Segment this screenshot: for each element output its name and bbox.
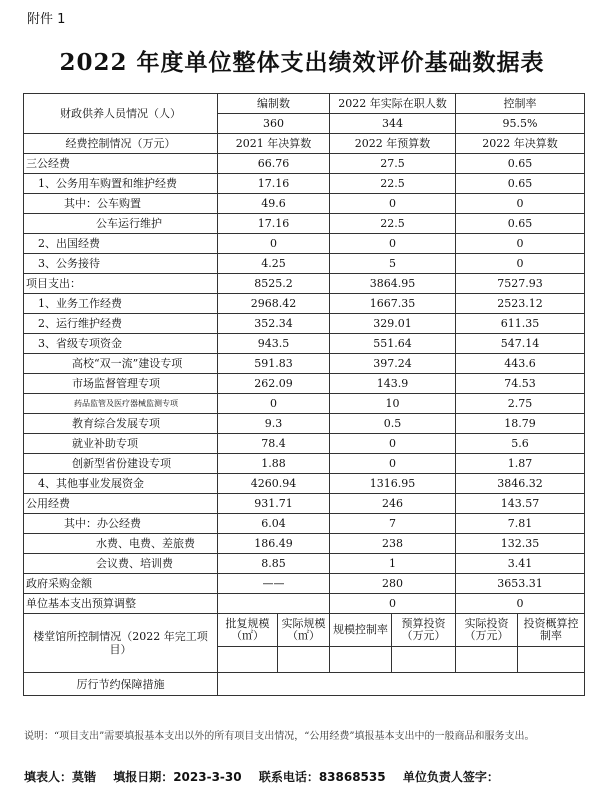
- measures-row: [24, 673, 585, 696]
- row-value: 0: [218, 394, 330, 414]
- budget-header-row: [24, 134, 585, 154]
- row-value: 4260.94: [218, 474, 330, 494]
- row-value: 0.65: [456, 174, 585, 194]
- row-value: 10: [330, 394, 456, 414]
- row-label: 就业补助专项: [24, 434, 218, 454]
- row-value: 943.5: [218, 334, 330, 354]
- table-row: [24, 574, 585, 594]
- row-value: 0: [330, 234, 456, 254]
- row-label: 药品监管及医疗器械监测专项: [24, 394, 218, 414]
- table-row: [24, 274, 585, 294]
- table-row: [24, 534, 585, 554]
- table-row: [24, 214, 585, 234]
- row-value: 3864.95: [330, 274, 456, 294]
- table-row: [24, 474, 585, 494]
- measures-label: 厉行节约保障措施: [24, 673, 218, 696]
- row-value: 7.81: [456, 514, 585, 534]
- table-row: [24, 334, 585, 354]
- row-value: 1667.35: [330, 294, 456, 314]
- staff-label: 财政供养人员情况（人）: [24, 94, 218, 134]
- table-row: [24, 554, 585, 574]
- staff-value: 344: [330, 114, 456, 134]
- row-value: 143.9: [330, 374, 456, 394]
- row-value: 2968.42: [218, 294, 330, 314]
- row-value: 0: [456, 254, 585, 274]
- building-label: 楼堂馆所控制情况（2022 年完工项目）: [24, 614, 218, 673]
- building-value: [518, 646, 585, 672]
- row-value: 8525.2: [218, 274, 330, 294]
- row-value: 18.79: [456, 414, 585, 434]
- row-value: 17.16: [218, 174, 330, 194]
- row-label: 市场监督管理专项: [24, 374, 218, 394]
- row-value: [218, 594, 330, 614]
- row-value: 0: [456, 594, 585, 614]
- row-value: 132.35: [456, 534, 585, 554]
- table-row: [24, 354, 585, 374]
- staff-header: 2022 年实际在职人数: [330, 94, 456, 114]
- attachment-label: 附件 1: [27, 12, 66, 27]
- building-col-header: 实际规模（㎡）: [278, 614, 330, 647]
- row-label: 项目支出：: [24, 274, 218, 294]
- budget-label: 经费控制情况（万元）: [24, 134, 218, 154]
- row-label: 高校“双一流”建设专项: [24, 354, 218, 374]
- building-value: [392, 646, 456, 672]
- row-value: ——: [218, 574, 330, 594]
- row-value: 0.5: [330, 414, 456, 434]
- table-row: [24, 194, 585, 214]
- row-value: 66.76: [218, 154, 330, 174]
- row-value: 0: [330, 594, 456, 614]
- row-value: 22.5: [330, 214, 456, 234]
- row-value: 9.3: [218, 414, 330, 434]
- row-label: 水费、电费、差旅费: [24, 534, 218, 554]
- table-row: [24, 514, 585, 534]
- building-col-header: 实际投资（万元）: [456, 614, 518, 647]
- row-label: 公用经费: [24, 494, 218, 514]
- row-value: 22.5: [330, 174, 456, 194]
- row-value: 0: [330, 434, 456, 454]
- row-value: 27.5: [330, 154, 456, 174]
- row-label: 1、业务工作经费: [24, 294, 218, 314]
- row-value: 591.83: [218, 354, 330, 374]
- row-value: 5.6: [456, 434, 585, 454]
- row-value: 74.53: [456, 374, 585, 394]
- data-table: [23, 93, 585, 696]
- contact-phone: 联系电话：83868535: [258, 770, 386, 784]
- table-row: [24, 374, 585, 394]
- budget-col-header: 2021 年决算数: [218, 134, 330, 154]
- row-label: 3、公务接待: [24, 254, 218, 274]
- row-value: 397.24: [330, 354, 456, 374]
- row-label: 会议费、培训费: [24, 554, 218, 574]
- row-value: 0.65: [456, 214, 585, 234]
- table-row: [24, 294, 585, 314]
- row-value: 0.65: [456, 154, 585, 174]
- staff-header: 编制数: [218, 94, 330, 114]
- staff-header-row: [24, 94, 585, 114]
- row-value: 7527.93: [456, 274, 585, 294]
- row-value: 78.4: [218, 434, 330, 454]
- row-value: 238: [330, 534, 456, 554]
- row-value: 0: [456, 234, 585, 254]
- row-value: 329.01: [330, 314, 456, 334]
- row-value: 3846.32: [456, 474, 585, 494]
- row-value: 443.6: [456, 354, 585, 374]
- table-row: [24, 254, 585, 274]
- row-value: 17.16: [218, 214, 330, 234]
- table-row: [24, 494, 585, 514]
- leader-signature: 单位负责人签字：: [402, 770, 499, 784]
- row-value: 1: [330, 554, 456, 574]
- building-col-header: 批复规模（㎡）: [218, 614, 278, 647]
- row-value: 931.71: [218, 494, 330, 514]
- row-value: 0: [218, 234, 330, 254]
- budget-col-header: 2022 年决算数: [456, 134, 585, 154]
- table-row: [24, 454, 585, 474]
- building-value: [456, 646, 518, 672]
- row-value: 7: [330, 514, 456, 534]
- building-col-header: 规模控制率: [330, 614, 392, 647]
- row-label: 公车运行维护: [24, 214, 218, 234]
- row-value: 0: [330, 454, 456, 474]
- table-row: [24, 174, 585, 194]
- row-label: 其中：办公经费: [24, 514, 218, 534]
- row-label: 3、省级专项资金: [24, 334, 218, 354]
- building-col-header: 预算投资（万元）: [392, 614, 456, 647]
- row-value: 246: [330, 494, 456, 514]
- row-label: 三公经费: [24, 154, 218, 174]
- table-row: [24, 414, 585, 434]
- row-label: 政府采购金额: [24, 574, 218, 594]
- row-value: 1.88: [218, 454, 330, 474]
- row-value: 1.87: [456, 454, 585, 474]
- row-label: 其中：公车购置: [24, 194, 218, 214]
- table-row: [24, 234, 585, 254]
- page-title: 2022 年度单位整体支出绩效评价基础数据表: [59, 49, 545, 76]
- note-text: 说明：“项目支出”需要填报基本支出以外的所有项目支出情况，“公用经费”填报基本支出中的一般商品和服务支出。: [24, 731, 535, 742]
- row-value: 280: [330, 574, 456, 594]
- measures-value: [218, 673, 585, 696]
- row-label: 2、出国经费: [24, 234, 218, 254]
- row-value: 2.75: [456, 394, 585, 414]
- row-value: 611.35: [456, 314, 585, 334]
- building-header-row: [24, 614, 585, 647]
- row-value: 0: [456, 194, 585, 214]
- table-row: [24, 154, 585, 174]
- building-value: [218, 646, 278, 672]
- row-value: 5: [330, 254, 456, 274]
- staff-value: 360: [218, 114, 330, 134]
- table-row: [24, 434, 585, 454]
- row-value: 262.09: [218, 374, 330, 394]
- row-label: 4、其他事业发展资金: [24, 474, 218, 494]
- row-value: 1316.95: [330, 474, 456, 494]
- row-label: 教育综合发展专项: [24, 414, 218, 434]
- row-value: 551.64: [330, 334, 456, 354]
- building-value: [330, 646, 392, 672]
- row-value: 547.14: [456, 334, 585, 354]
- row-label: 单位基本支出预算调整: [24, 594, 218, 614]
- building-col-header: 投资概算控制率: [518, 614, 585, 647]
- table-row: [24, 594, 585, 614]
- table-row: [24, 394, 585, 414]
- row-value: 2523.12: [456, 294, 585, 314]
- table-row: [24, 314, 585, 334]
- row-value: 49.6: [218, 194, 330, 214]
- budget-col-header: 2022 年预算数: [330, 134, 456, 154]
- fill-date: 填报日期：2023-3-30: [113, 770, 242, 784]
- row-label: 1、公务用车购置和维护经费: [24, 174, 218, 194]
- staff-value: 95.5%: [456, 114, 585, 134]
- row-value: 352.34: [218, 314, 330, 334]
- footer: [24, 768, 509, 785]
- row-value: 8.85: [218, 554, 330, 574]
- row-value: 3.41: [456, 554, 585, 574]
- row-value: 4.25: [218, 254, 330, 274]
- staff-header: 控制率: [456, 94, 585, 114]
- row-value: 186.49: [218, 534, 330, 554]
- row-value: 3653.31: [456, 574, 585, 594]
- row-label: 2、运行维护经费: [24, 314, 218, 334]
- filler: 填表人：莫锴: [24, 770, 97, 784]
- building-value: [278, 646, 330, 672]
- row-value: 0: [330, 194, 456, 214]
- row-value: 6.04: [218, 514, 330, 534]
- row-value: 143.57: [456, 494, 585, 514]
- row-label: 创新型省份建设专项: [24, 454, 218, 474]
